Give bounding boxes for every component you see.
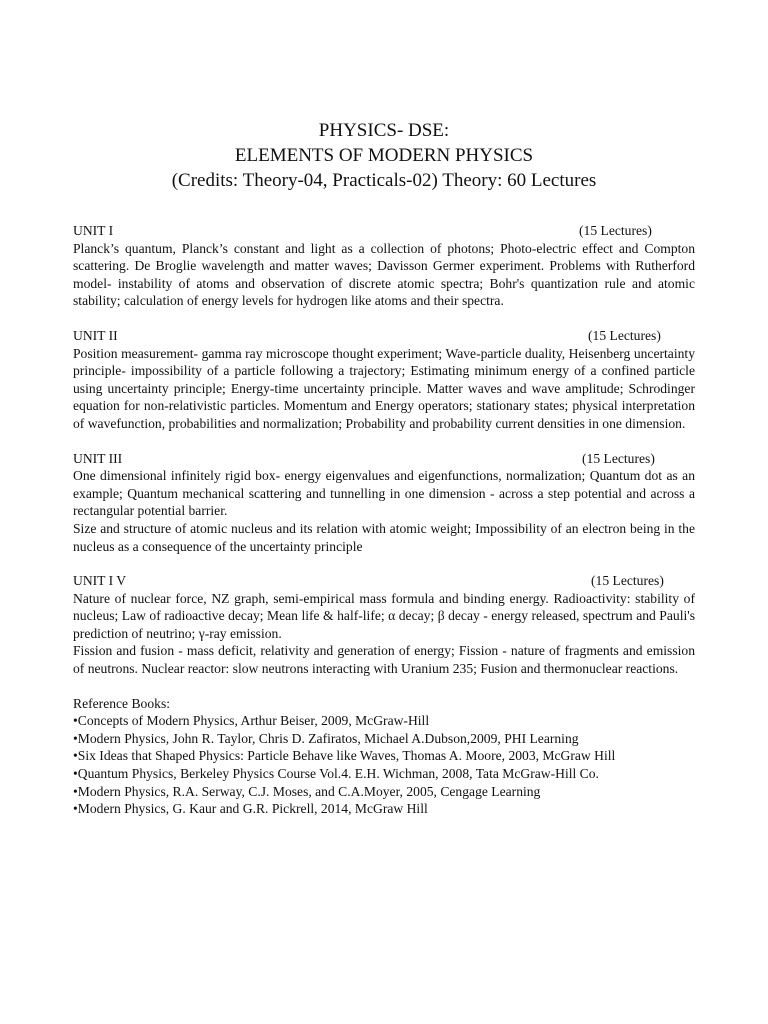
unit-title: UNIT I V	[73, 573, 127, 589]
reference-text: Modern Physics, G. Kaur and G.R. Pickrell, 2014, McGraw Hill	[77, 801, 428, 817]
bullet-icon: •	[73, 766, 78, 782]
unit-header	[73, 450, 695, 468]
reference-item	[73, 747, 695, 765]
unit-4	[73, 572, 695, 678]
title-line-3: (Credits: Theory-04, Practicals-02) Theory: 60 Lectures	[171, 170, 597, 191]
reference-item	[73, 783, 695, 801]
reference-heading: Reference Books:	[73, 695, 171, 711]
unit-3	[73, 450, 695, 556]
reference-books	[73, 695, 695, 818]
reference-item	[73, 712, 695, 730]
reference-item	[73, 730, 695, 748]
unit-header	[73, 572, 695, 590]
reference-text: Modern Physics, R.A. Serway, C.J. Moses, and C.A.Moyer, 2005, Cengage Learning	[77, 783, 541, 799]
bullet-icon: •	[73, 783, 78, 799]
title-line-2: ELEMENTS OF MODERN PHYSICS	[234, 145, 534, 166]
bullet-icon: •	[73, 730, 78, 746]
unit-paragraph: Position measurement- gamma ray microscope thought experiment; Wave-particle duality, Heisenberg uncertainty principle- impossibility of a particle following a trajectory; Estimating minimum energy of a confined particle using uncertainty principle; Energy-time uncertainty principle. Matter waves and wave amplitude; Schrodinger equation for non-relativistic particles. Momentum and Energy operators; stationary states; physical interpretation of wavefunction, probabilities and normalization; Probability and probability current densities in one dimension.	[73, 345, 695, 431]
unit-2	[73, 327, 695, 433]
unit-header	[73, 327, 695, 345]
title-line-1: PHYSICS- DSE:	[318, 120, 450, 141]
unit-lectures: (15 Lectures)	[591, 573, 664, 589]
unit-paragraph: Size and structure of atomic nucleus and its relation with atomic weight; Impossibility of an electron being in the nucleus as a consequence of the uncertainty principle	[73, 520, 695, 554]
reference-item	[73, 800, 695, 818]
unit-1	[73, 222, 695, 310]
reference-text: Modern Physics, John R. Taylor, Chris D. Zafiratos, Michael A.Dubson,2009, PHI Learning	[77, 730, 579, 746]
reference-text: Quantum Physics, Berkeley Physics Course Vol.4. E.H. Wichman, 2008, Tata McGraw-Hill Co.	[77, 766, 599, 782]
bullet-icon: •	[73, 801, 78, 817]
unit-lectures: (15 Lectures)	[588, 327, 661, 343]
unit-title: UNIT II	[73, 327, 118, 343]
reference-list	[73, 712, 695, 818]
bullet-icon: •	[73, 748, 78, 764]
unit-paragraph: Fission and fusion - mass deficit, relativity and generation of energy; Fission - nature of fragments and emission of neutrons. Nuclear reactor: slow neutrons interacting with Uranium 235; Fusion and thermonuclear reactions.	[73, 643, 695, 677]
unit-lectures: (15 Lectures)	[582, 450, 655, 466]
unit-title: UNIT III	[73, 450, 123, 466]
reference-text: Six Ideas that Shaped Physics: Particle Behave like Waves, Thomas A. Moore, 2003, McGraw Hill	[77, 748, 616, 764]
unit-paragraph: One dimensional infinitely rigid box- energy eigenvalues and eigenfunctions, normalization; Quantum dot as an example; Quantum mechanical scattering and tunnelling in one dimension - across a step potential and across a rectangular potential barrier.	[73, 468, 695, 519]
reference-item	[73, 765, 695, 783]
reference-text: Concepts of Modern Physics, Arthur Beiser, 2009, McGraw-Hill	[77, 713, 430, 729]
syllabus-content	[73, 222, 695, 818]
document-title	[0, 118, 768, 193]
unit-paragraph: Planck’s quantum, Planck’s constant and light as a collection of photons; Photo-electric effect and Compton scattering. De Broglie wavelength and matter waves; Davisson Germer experiment. Problems with Rutherford model- instability of atoms and observation of discrete atomic spectra; Bohr's quantization rule and atomic stability; calculation of energy levels for hydrogen like atoms and their spectra.	[73, 240, 695, 309]
unit-header	[73, 222, 695, 240]
unit-lectures: (15 Lectures)	[579, 223, 652, 238]
unit-title: UNIT I	[73, 223, 114, 238]
unit-paragraph: Nature of nuclear force, NZ graph, semi-empirical mass formula and binding energy. Radioactivity: stability of nucleus; Law of radioactive decay; Mean life & half-life; α decay; β decay - energy released, spectrum and Pauli's prediction of neutrino; γ-ray emission.	[73, 590, 695, 641]
bullet-icon: •	[73, 713, 78, 729]
